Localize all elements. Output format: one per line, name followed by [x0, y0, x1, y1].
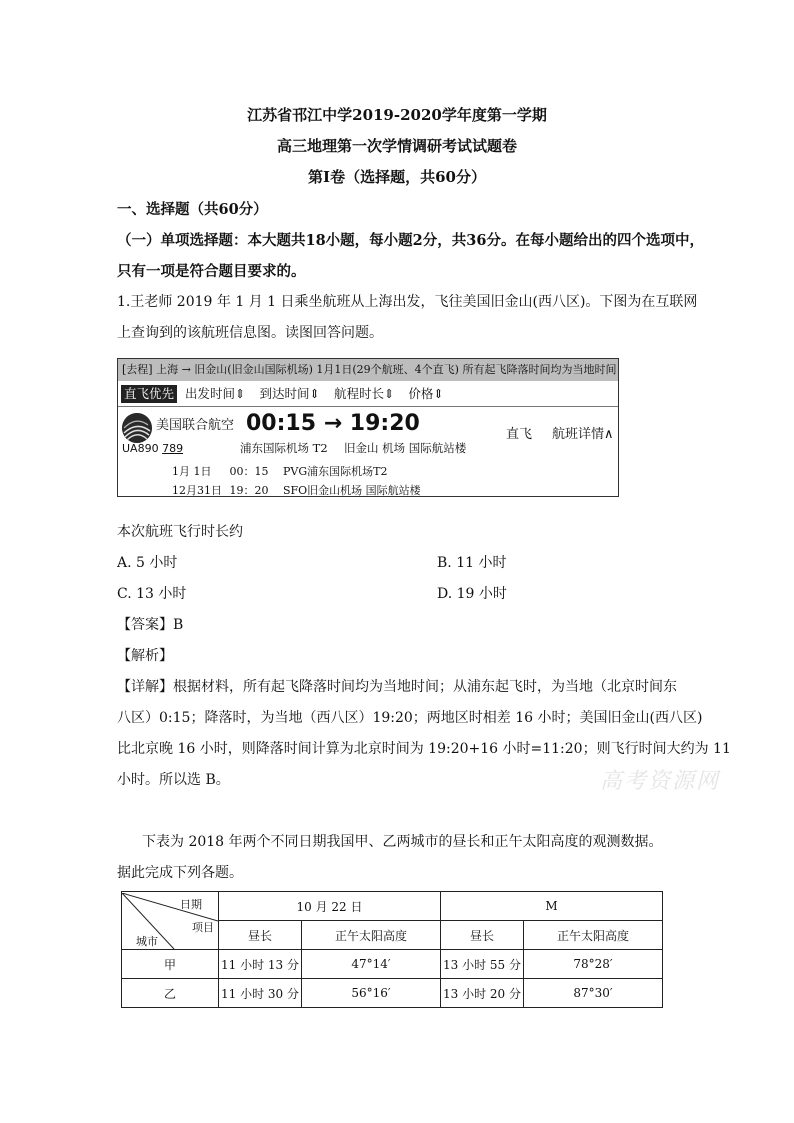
table-header-row — [122, 892, 663, 921]
option-d: D. 19 小时 — [437, 586, 507, 602]
option-c: C. 13 小时 — [117, 586, 187, 602]
answer: 【答案】B — [117, 617, 184, 633]
sub-header-day-length-1: 昼长 — [219, 921, 302, 950]
flight-number-suffix: 789 — [162, 442, 184, 455]
table-cell: 11 小时 13 分 — [219, 950, 302, 979]
arrival-date: 12月31日 — [172, 484, 222, 497]
table-intro-line-1: 下表为 2018 年两个不同日期我国甲、乙两城市的昼长和正午太阳高度的观测数据。 — [142, 834, 663, 850]
table-cell: 87°30′ — [524, 979, 663, 1008]
exam-school-title: 江苏省邗江中学2019-2020学年度第一学期 — [247, 106, 547, 124]
airline-globe-icon — [122, 413, 152, 443]
instructions-line-1: （一）单项选择题：本大题共18小题，每小题2分，共36分。在每小题给出的四个选项中， — [117, 232, 704, 249]
flight-times: 00:15 → 19:20 — [246, 411, 420, 436]
date-header-2: M — [441, 892, 663, 921]
sort-arrival: 到达时间⇕ — [259, 386, 320, 401]
sub-header-sun-altitude-2: 正午太阳高度 — [524, 921, 663, 950]
table-cell: 11 小时 30 分 — [219, 979, 302, 1008]
observation-table — [121, 891, 663, 1008]
corner-city-label: 城市 — [136, 934, 158, 948]
table-row — [122, 950, 663, 979]
section-heading: 一、选择题（共60分） — [117, 201, 268, 218]
sort-bar — [118, 382, 618, 407]
airline-name: 美国联合航空 — [156, 418, 235, 433]
detail-line-4: 小时。所以选 B。 — [117, 772, 230, 788]
option-a: A. 5 小时 — [117, 555, 178, 571]
departure-date: 1月 1日 — [172, 465, 212, 478]
table-intro-line-2: 据此完成下列各题。 — [117, 865, 243, 881]
detail-line-1: 【详解】根据材料，所有起飞降落时间均为当地时间；从浦东起飞时，为当地（北京时间东 — [117, 679, 677, 695]
departure-airport: 浦东国际机场 T2 — [240, 441, 328, 455]
part-title: 第Ⅰ卷（选择题，共60分） — [308, 168, 486, 186]
exam-subtitle: 高三地理第一次学情调研考试试题卷 — [276, 137, 517, 155]
instructions-line-2: 只有一项是符合题目要求的。 — [117, 263, 306, 280]
detail-line-2: 八区）0:15；降落时，为当地（西八区）19:20；两地区时相差 16 小时；美国旧金山(西八区) — [117, 710, 703, 726]
city-cell: 甲 — [122, 950, 219, 979]
flight-number — [122, 442, 183, 455]
table-cell: 13 小时 20 分 — [441, 979, 524, 1008]
sub-header-sun-altitude-1: 正午太阳高度 — [302, 921, 441, 950]
departure-row — [172, 463, 387, 479]
flight-details-link: 航班详情∧ — [552, 427, 614, 442]
analysis-label: 【解析】 — [117, 648, 173, 664]
corner-date-label: 日期 — [180, 897, 202, 911]
direct-label: 直飞 — [506, 427, 533, 442]
sort-price: 价格⇕ — [408, 386, 444, 401]
table-corner-cell — [122, 892, 219, 950]
corner-item-label: 项目 — [192, 920, 214, 934]
sort-departure: 出发时间⇕ — [185, 386, 246, 401]
departure-time: 00：15 — [229, 465, 269, 478]
departure-airport-code: PVG浦东国际机场T2 — [283, 465, 388, 478]
table-cell: 56°16′ — [302, 979, 441, 1008]
detail-line-3: 比北京晚 16 小时，则降落时间计算为北京时间为 19:20+16 小时=11:20；则飞行时间大约为 11 — [117, 741, 731, 757]
question-1-stem-line-2: 上查询到的该航班信息图。读图回答问题。 — [117, 325, 383, 341]
table-cell: 78°28′ — [524, 950, 663, 979]
sub-header-day-length-2: 昼长 — [441, 921, 524, 950]
question-1-stem-line-1: 1.王老师 2019 年 1 月 1 日乘坐航班从上海出发，飞往美国旧金山(西八区)。下图为在互联网 — [117, 294, 698, 310]
table-row — [122, 979, 663, 1008]
arrival-airport-code: SFO旧金山机场 国际航站楼 — [283, 484, 421, 497]
arrival-row — [172, 482, 421, 497]
date-header-1: 10 月 22 日 — [219, 892, 441, 921]
arrival-airport: 旧金山 机场 国际航站楼 — [344, 441, 467, 455]
question-1-prompt: 本次航班飞行时长约 — [117, 524, 243, 540]
city-cell: 乙 — [122, 979, 219, 1008]
watermark: 高考资源网 — [600, 769, 721, 794]
flight-info-figure — [117, 358, 619, 497]
table-cell: 13 小时 55 分 — [441, 950, 524, 979]
option-b: B. 11 小时 — [437, 555, 507, 571]
table-cell: 47°14′ — [302, 950, 441, 979]
sort-duration: 航程时长⇕ — [333, 386, 395, 401]
direct-first-chip: 直飞优先 — [121, 385, 177, 403]
flight-number-code: UA890 — [122, 442, 159, 455]
arrival-time: 19：20 — [229, 484, 269, 497]
flight-search-header: [去程] 上海 → 旧金山(旧金山国际机场) 1月1日(29个航班、4个直飞) 所有起飞降落时间均为当地时间 — [118, 359, 618, 381]
